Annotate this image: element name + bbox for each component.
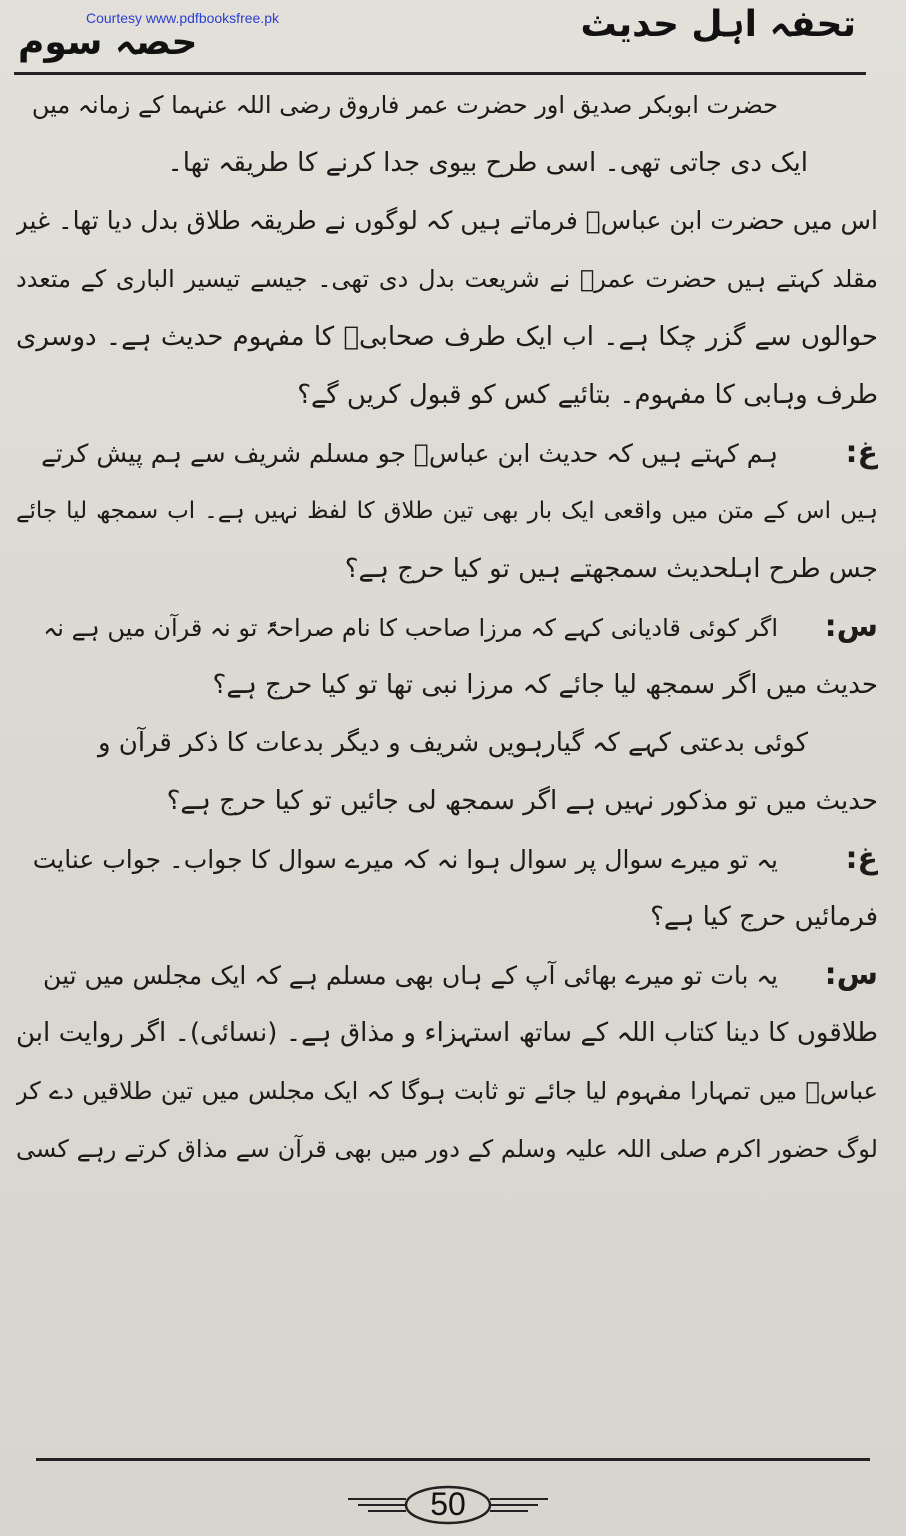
header-divider xyxy=(14,72,866,75)
text-line: اس میں حضرت ابن عباسؓ فرماتے ہیں کہ لوگوں نے طریقہ طلاق بدل دیا تھا۔ غیر xyxy=(16,206,878,235)
text-line: حدیث میں تو مذکور نہیں ہے اگر سمجھ لی جائیں تو کیا حرج ہے؟ xyxy=(166,786,878,816)
answer-marker: س: xyxy=(824,957,878,992)
part-title: حصہ سوم xyxy=(18,22,198,63)
text-line: عباسؓ میں تمہارا مفہوم لیا جائے تو ثابت ہوگا کہ ایک مجلس میں تین طلاقیں دے کر xyxy=(16,1077,878,1105)
book-title: تحفہ اہل حدیث xyxy=(580,4,856,45)
text-line: س:یہ بات تو میرے بھائی آپ کے ہاں بھی مسلم ہے کہ ایک مجلس میں تین xyxy=(16,946,878,1004)
page-number-ornament xyxy=(348,1482,548,1528)
text-line: غ:ہم کہتے ہیں کہ حدیث ابن عباسؓ جو مسلم شریف سے ہم پیش کرتے xyxy=(16,424,878,482)
question-marker: غ: xyxy=(845,841,878,876)
text-line: جس طرح اہلحدیث سمجھتے ہیں تو کیا حرج ہے؟ xyxy=(344,554,878,584)
text-line: حدیث میں اگر سمجھ لیا جائے کہ مرزا نبی تھا تو کیا حرج ہے؟ xyxy=(212,670,878,700)
text-line: حوالوں سے گزر چکا ہے۔ اب ایک طرف صحابیؓ کا مفہوم حدیث ہے۔ دوسری xyxy=(16,322,878,352)
text-line: غ:یہ تو میرے سوال پر سوال ہوا نہ کہ میرے سوال کا جواب۔ جواب عنایت xyxy=(16,830,878,888)
page-number: 50 xyxy=(430,1486,466,1522)
text-line: ایک دی جاتی تھی۔ اسی طرح بیوی جدا کرنے کا طریقہ تھا۔ xyxy=(167,148,808,178)
answer-marker: س: xyxy=(824,609,878,644)
courtesy-watermark: Courtesy www.pdfbooksfree.pk xyxy=(86,10,279,26)
text-line: فرمائیں حرج کیا ہے؟ xyxy=(650,902,878,932)
text-line: س:اگر کوئی قادیانی کہے کہ مرزا صاحب کا نام صراحۃً تو نہ قرآن میں ہے نہ xyxy=(16,598,878,656)
question-marker: غ: xyxy=(845,435,878,470)
text-line: طرف وہابی کا مفہوم۔ بتائیے کس کو قبول کریں گے؟ xyxy=(297,380,878,410)
text-line: حضرت ابوبکر صدیق اور حضرت عمر فاروق رضی اللہ عنہما کے زمانہ میں xyxy=(31,91,778,119)
text-line: کوئی بدعتی کہے کہ گیارہویں شریف و دیگر بدعات کا ذکر قرآن و xyxy=(97,728,808,758)
text-line: طلاقوں کا دینا کتاب اللہ کے ساتھ استہزاء و مذاق ہے۔ (نسائی)۔ اگر روایت ابن xyxy=(16,1018,878,1048)
text-line: ہیں اس کے متن میں واقعی ایک بار بھی تین طلاق کا لفظ نہیں ہے۔ اب سمجھ لیا جائے xyxy=(16,498,878,524)
text-line: مقلد کہتے ہیں حضرت عمرؓ نے شریعت بدل دی تھی۔ جیسے تیسیر الباری کے متعدد xyxy=(16,265,878,293)
page-body xyxy=(16,76,878,1178)
text-line: لوگ حضور اکرم صلی اللہ علیہ وسلم کے دور میں بھی قرآن سے مذاق کرتے رہے کسی xyxy=(16,1135,878,1163)
footer-divider xyxy=(36,1458,870,1461)
